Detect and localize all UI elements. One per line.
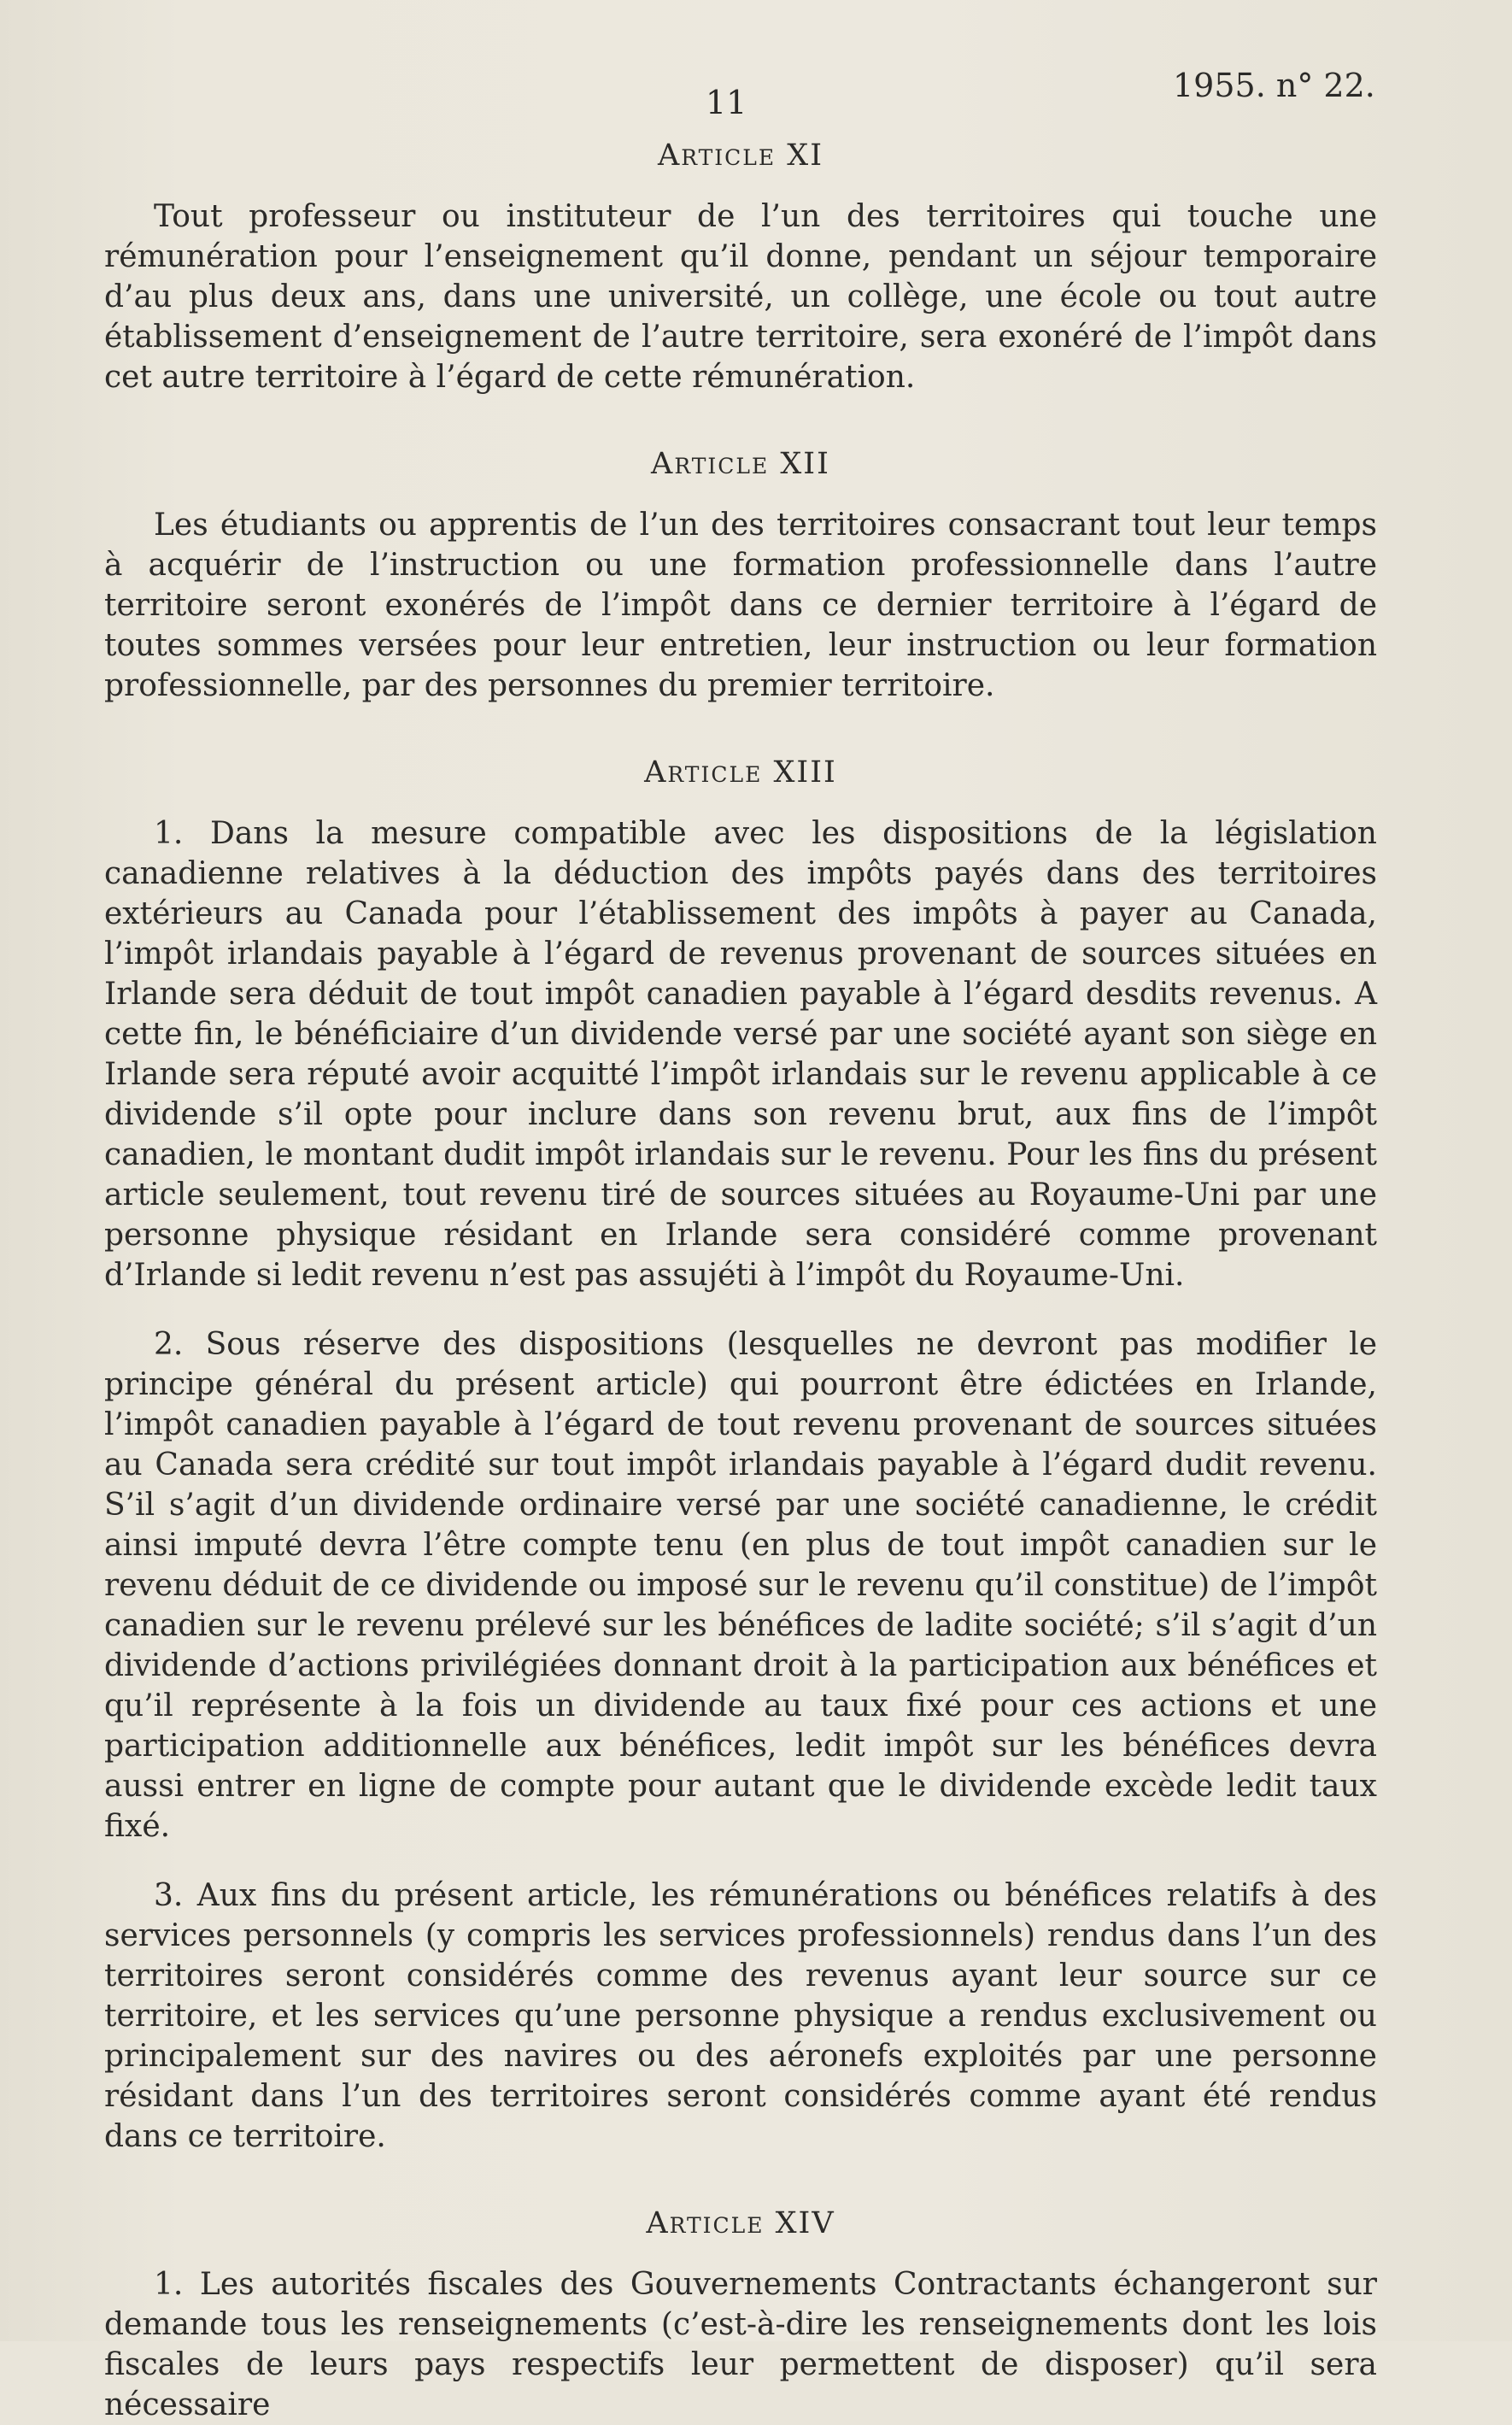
document-body [104, 137, 1377, 2425]
spacer [104, 1847, 1377, 1876]
article-title: Article XIII [644, 755, 837, 790]
spacer [104, 706, 1377, 754]
article-paragraph: 1. Les autorités fiscales des Gouvernements Contractants échangeront sur demande tous les renseignements (c’est-à-dire les renseignements dont les lois fiscales de leurs pays respectifs leur permettent de disposer) qu’il sera nécessaire [104, 2267, 1377, 2422]
document-reference: 1955. n° 22. [1173, 67, 1375, 104]
article-title: Article XIV [646, 2206, 835, 2240]
article-paragraph: 2. Sous réserve des dispositions (lesquelles ne devront pas modifier le principe général du présent article) qui pourront être édictées en Irlande, l’impôt canadien payable à l’égard de tout revenu provenant de sources situées au Canada sera crédité sur tout impôt irlandais payable à l’égard dudit revenu. S’il s’agit d’un dividende ordinaire versé par une société canadienne, le crédit ainsi imputé devra l’être compte tenu (en plus de tout impôt canadien sur le revenu déduit de ce dividende ou imposé sur le revenu qu’il constitue) de l’impôt canadien sur le revenu prélevé sur les bénéfices de ladite société; s’il s’agit d’un dividende d’actions privilégiées donnant droit à la participation aux bénéfices et qu’il représente à la fois un dividende au taux fixé pour ces actions et une participation additionnelle aux bénéfices, ledit impôt sur les bénéfices devra aussi entrer en ligne de compte pour autant que le dividende excède ledit taux fixé. [104, 1327, 1377, 1844]
article-paragraph: Tout professeur ou instituteur de l’un des territoires qui touche une rémunération pour l’enseignement qu’il donne, pendant un séjour temporaire d’au plus deux ans, dans une université, un collège, une école ou tout autre établissement d’enseignement de l’autre territoire, sera exonéré de l’impôt dans cet autre territoire à l’égard de cette rémunération. [104, 199, 1377, 395]
spacer [104, 1295, 1377, 1324]
spacer [104, 2157, 1377, 2205]
page-number: 11 [706, 84, 747, 121]
page-header [0, 67, 1512, 121]
article-paragraph: Les étudiants ou apprentis de l’un des territoires consacrant tout leur temps à acquérir de l’instruction ou une formation professionnelle dans l’autre territoire seront exonérés de l’impôt dans ce dernier territoire à l’égard de toutes sommes versées pour leur entretien, leur instruction ou leur formation professionnelle, par des personnes du premier territoire. [104, 508, 1377, 703]
article-title: Article XI [657, 138, 824, 173]
spacer [104, 397, 1377, 445]
article-paragraph: 1. Dans la mesure compatible avec les dispositions de la législation canadienne relatives à la déduction des impôts payés dans des territoires extérieurs au Canada pour l’établissement des impôts à payer au Canada, l’impôt irlandais payable à l’égard de revenus provenant de sources situées en Irlande sera déduit de tout impôt canadien payable à l’égard desdits revenus. A cette fin, le bénéficiaire d’un dividende versé par une société ayant son siège en Irlande sera réputé avoir acquitté l’impôt irlandais sur le revenu applicable à ce dividende s’il opte pour inclure dans son revenu brut, aux fins de l’impôt canadien, le montant dudit impôt irlandais sur le revenu. Pour les fins du présent article seulement, tout revenu tiré de sources situées au Royaume-Uni par une personne physique résidant en Irlande sera considéré comme provenant d’Irlande si ledit revenu n’est pas assujéti à l’impôt du Royaume-Uni. [104, 816, 1377, 1293]
article-title: Article XII [651, 447, 830, 481]
article-paragraph: 3. Aux fins du présent article, les rémunérations ou bénéfices relatifs à des services personnels (y compris les services professionnels) rendus dans l’un des territoires seront considérés comme des revenus ayant leur source sur ce territoire, et les services qu’une personne physique a rendus exclusivement ou principalement sur des navires ou des aéronefs exploités par une personne résidant dans l’un des territoires seront considérés comme ayant été rendus dans ce territoire. [104, 1878, 1377, 2154]
